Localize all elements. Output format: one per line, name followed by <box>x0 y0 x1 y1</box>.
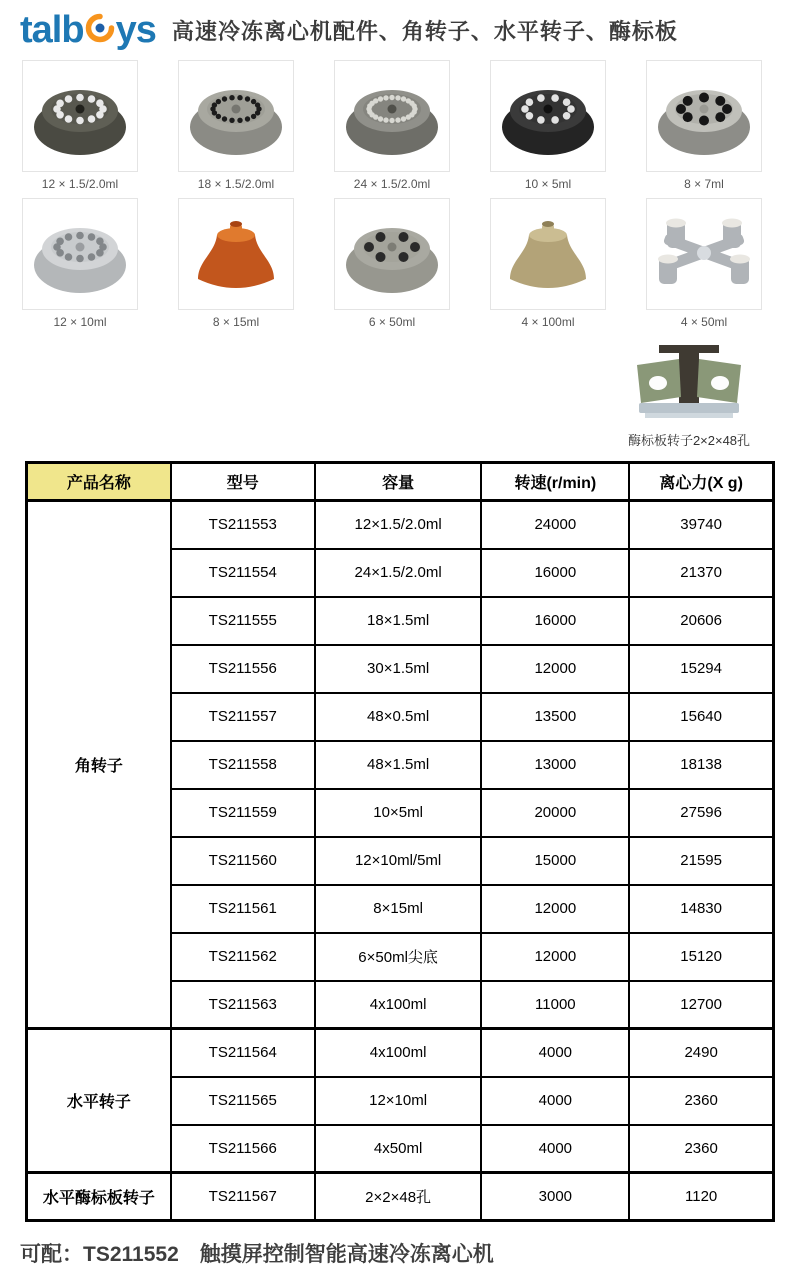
product-caption: 12 × 1.5/2.0ml <box>41 177 119 191</box>
product-caption: 6 × 50ml <box>368 315 416 329</box>
product-type-cell: 水平转子 <box>27 1029 171 1173</box>
speed-cell: 16000 <box>481 549 629 597</box>
logo-swirl-icon <box>85 12 115 50</box>
spec-table-head <box>27 463 774 501</box>
table-row <box>27 1029 774 1077</box>
model-cell: TS211564 <box>171 1029 315 1077</box>
microplate-rotor-art <box>624 339 754 423</box>
force-cell: 21595 <box>629 837 773 885</box>
product-image <box>22 60 138 172</box>
model-cell: TS211556 <box>171 645 315 693</box>
force-cell: 18138 <box>629 741 773 789</box>
header-product-name: 产品名称 <box>27 463 171 501</box>
product-caption: 24 × 1.5/2.0ml <box>353 177 431 191</box>
footer-note: 可配：TS211552 触摸屏控制智能高速冷冻离心机 <box>20 1243 494 1266</box>
logo-text-left: talb <box>20 9 84 51</box>
speed-cell: 12000 <box>481 645 629 693</box>
product-image <box>22 198 138 310</box>
product-cell <box>22 60 138 192</box>
speed-cell: 4000 <box>481 1125 629 1173</box>
product-image <box>646 60 762 172</box>
force-cell: 15120 <box>629 933 773 981</box>
product-image <box>646 198 762 310</box>
model-cell: TS211561 <box>171 885 315 933</box>
capacity-cell: 4x100ml <box>315 981 482 1029</box>
speed-cell: 16000 <box>481 597 629 645</box>
model-cell: TS211565 <box>171 1077 315 1125</box>
product-image <box>178 60 294 172</box>
rotor-art <box>28 69 132 163</box>
speed-cell: 13500 <box>481 693 629 741</box>
force-cell: 14830 <box>629 885 773 933</box>
rotor-art <box>184 207 288 301</box>
header-capacity: 容量 <box>315 463 482 501</box>
capacity-cell: 48×0.5ml <box>315 693 482 741</box>
speed-cell: 13000 <box>481 741 629 789</box>
product-image <box>490 60 606 172</box>
header-row <box>27 463 774 501</box>
force-cell: 1120 <box>629 1173 773 1221</box>
force-cell: 15640 <box>629 693 773 741</box>
capacity-cell: 8×15ml <box>315 885 482 933</box>
extra-product-wrap <box>0 338 800 449</box>
model-cell: TS211553 <box>171 501 315 549</box>
product-row-2 <box>0 198 800 330</box>
capacity-cell: 2×2×48孔 <box>315 1173 482 1221</box>
product-cell <box>178 198 294 330</box>
capacity-cell: 12×10ml/5ml <box>315 837 482 885</box>
page-header <box>0 0 800 54</box>
product-image <box>334 198 450 310</box>
speed-cell: 20000 <box>481 789 629 837</box>
product-caption: 4 × 100ml <box>521 315 575 329</box>
speed-cell: 12000 <box>481 885 629 933</box>
brand-logo <box>20 10 156 50</box>
model-cell: TS211558 <box>171 741 315 789</box>
product-image <box>178 198 294 310</box>
microplate-rotor-image <box>604 338 774 424</box>
rotor-art <box>652 69 756 163</box>
speed-cell: 11000 <box>481 981 629 1029</box>
capacity-cell: 30×1.5ml <box>315 645 482 693</box>
product-cell <box>178 60 294 192</box>
force-cell: 2360 <box>629 1125 773 1173</box>
product-caption: 8 × 7ml <box>684 177 724 191</box>
model-cell: TS211555 <box>171 597 315 645</box>
page-title: 高速冷冻离心机配件、角转子、水平转子、酶标板 <box>171 18 678 44</box>
force-cell: 20606 <box>629 597 773 645</box>
product-image <box>334 60 450 172</box>
model-cell: TS211562 <box>171 933 315 981</box>
force-cell: 2360 <box>629 1077 773 1125</box>
product-image <box>490 198 606 310</box>
force-cell: 27596 <box>629 789 773 837</box>
model-cell: TS211557 <box>171 693 315 741</box>
speed-cell: 24000 <box>481 501 629 549</box>
logo-text-right: ys <box>115 9 156 51</box>
force-cell: 15294 <box>629 645 773 693</box>
model-cell: TS211567 <box>171 1173 315 1221</box>
capacity-cell: 18×1.5ml <box>315 597 482 645</box>
capacity-cell: 48×1.5ml <box>315 741 482 789</box>
table-body <box>27 501 774 1221</box>
product-row-1 <box>0 60 800 192</box>
force-cell: 21370 <box>629 549 773 597</box>
capacity-cell: 24×1.5/2.0ml <box>315 549 482 597</box>
rotor-art <box>340 207 444 301</box>
header-model: 型号 <box>171 463 315 501</box>
table-row <box>27 1173 774 1221</box>
product-cell <box>646 60 762 192</box>
capacity-cell: 4x100ml <box>315 1029 482 1077</box>
rotor-art <box>496 207 600 301</box>
capacity-cell: 4x50ml <box>315 1125 482 1173</box>
product-cell <box>334 60 450 192</box>
spec-table <box>25 461 775 1222</box>
product-caption: 10 × 5ml <box>524 177 572 191</box>
product-caption: 4 × 50ml <box>680 315 728 329</box>
speed-cell: 3000 <box>481 1173 629 1221</box>
product-cell <box>334 198 450 330</box>
capacity-cell: 12×1.5/2.0ml <box>315 501 482 549</box>
rotor-art <box>184 69 288 163</box>
speed-cell: 15000 <box>481 837 629 885</box>
product-type-cell: 水平酶标板转子 <box>27 1173 171 1221</box>
model-cell: TS211560 <box>171 837 315 885</box>
rotor-art <box>496 69 600 163</box>
product-cell <box>490 198 606 330</box>
speed-cell: 4000 <box>481 1077 629 1125</box>
rotor-art <box>28 207 132 301</box>
table-row <box>27 501 774 549</box>
product-caption: 18 × 1.5/2.0ml <box>197 177 275 191</box>
microplate-rotor-caption: 酶标板转子2×2×48孔 <box>627 433 751 448</box>
model-cell: TS211554 <box>171 549 315 597</box>
extra-product <box>604 338 774 449</box>
header-speed: 转速(r/min) <box>481 463 629 501</box>
model-cell: TS211566 <box>171 1125 315 1173</box>
speed-cell: 4000 <box>481 1029 629 1077</box>
product-cell <box>646 198 762 330</box>
force-cell: 39740 <box>629 501 773 549</box>
capacity-cell: 12×10ml <box>315 1077 482 1125</box>
product-cell <box>490 60 606 192</box>
speed-cell: 12000 <box>481 933 629 981</box>
product-caption: 8 × 15ml <box>212 315 260 329</box>
rotor-art <box>340 69 444 163</box>
force-cell: 2490 <box>629 1029 773 1077</box>
force-cell: 12700 <box>629 981 773 1029</box>
model-cell: TS211559 <box>171 789 315 837</box>
product-cell <box>22 198 138 330</box>
product-caption: 12 × 10ml <box>53 315 107 329</box>
model-cell: TS211563 <box>171 981 315 1029</box>
capacity-cell: 6×50ml尖底 <box>315 933 482 981</box>
product-type-cell: 角转子 <box>27 501 171 1029</box>
header-force: 离心力(X g) <box>629 463 773 501</box>
rotor-art <box>652 207 756 301</box>
capacity-cell: 10×5ml <box>315 789 482 837</box>
